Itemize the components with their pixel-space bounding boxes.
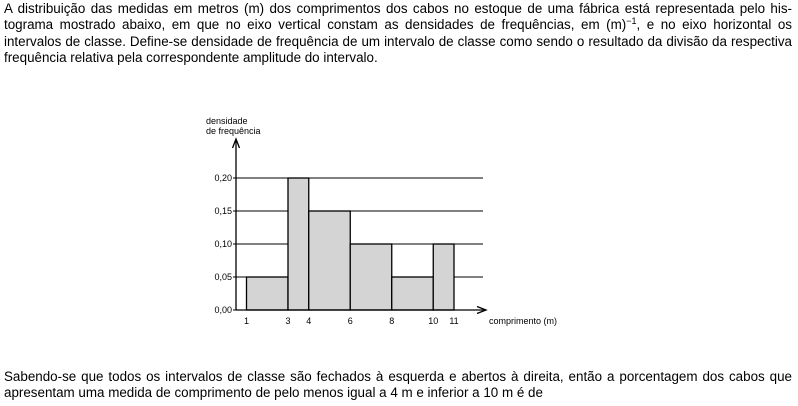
- x-tick-label-6: 11: [449, 316, 459, 326]
- y-tick-label-0: 0,00: [214, 305, 232, 315]
- histogram-bar-3: [350, 244, 392, 310]
- y-axis-label-line-1: densidade: [206, 116, 248, 126]
- x-tick-label-4: 8: [389, 316, 395, 326]
- x-tick-label-5: 10: [428, 316, 439, 326]
- y-tick-label-4: 0,20: [214, 173, 232, 183]
- x-tick-label-0: 1: [243, 316, 250, 326]
- x-axis-label: comprimento (m): [489, 316, 558, 326]
- x-tick-label-2: 4: [306, 316, 312, 326]
- x-tick-label-3: 6: [347, 316, 353, 326]
- x-tick-label-1: 3: [285, 316, 291, 326]
- question-intro-text: A distribuição das medidas em metros (m) dos comprimentos dos cabos no estoque de uma fábrica está representada pelo his- tograma mostrado abaixo, em que no eixo vertical constam as densidades de frequências, em (m): [4, 1, 792, 33]
- question-intro-text-continued: , e no eixo horizontal os intervalos de classe. Define-se densidade de frequência de um intervalo de classe como sendo o resultado da divisão da respectiva frequência relativa pela correspondente amplitude do intervalo.: [4, 17, 792, 66]
- histogram-bar-0: [247, 277, 289, 310]
- y-ticks: [214, 173, 236, 315]
- histogram-bar-5: [433, 244, 454, 310]
- y-axis-label-line-2: de frequência: [206, 126, 261, 136]
- x-ticks: [244, 316, 459, 326]
- histogram-bar-4: [392, 277, 434, 310]
- histogram-bar-2: [309, 211, 351, 310]
- y-tick-label-1: 0,05: [214, 272, 232, 282]
- question-prompt: Sabendo-se que todos os intervalos de classe são fechados à esquerda e abertos à direita, então a porcentagem dos cabos que apresentam uma medida de comprimento de pelo menos igual a 4 m e inferior a 10 m é de: [4, 369, 792, 401]
- y-tick-label-3: 0,15: [214, 206, 232, 216]
- unit-exponent: −1: [626, 16, 637, 27]
- histogram-bar-1: [288, 178, 309, 310]
- y-tick-label-2: 0,10: [214, 239, 232, 249]
